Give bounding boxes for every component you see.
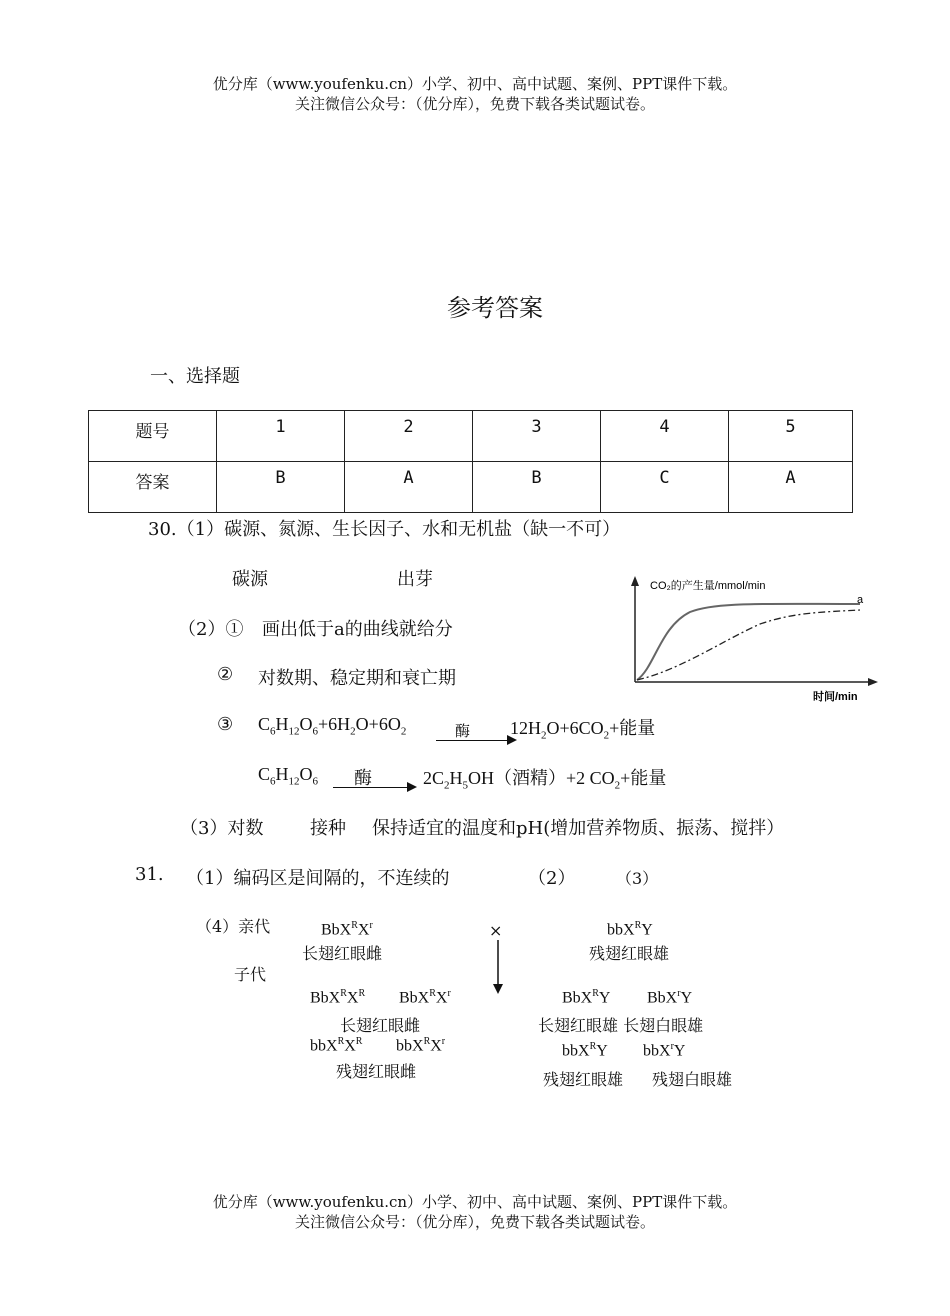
offspring-label: 子代 (234, 965, 267, 984)
energy-text-2: +能量 (620, 768, 667, 788)
x-axis-arrow-icon (868, 678, 878, 686)
chart-y-label: CO₂的产生量/mmol/min (650, 580, 766, 592)
table-cell: 题号 (89, 411, 217, 462)
f1-female-long-phenotype: 长翅红眼雌 (340, 1016, 421, 1035)
f1-genotype: BbX$^r$Y (647, 988, 693, 1007)
q30-circle2-text: 对数期、稳定期和衰亡期 (258, 668, 456, 689)
cross-symbol: × (489, 921, 503, 940)
table-cell: 4 (601, 411, 729, 462)
header-line-2: 关注微信公众号：（优分库），免费下载各类试题试卷。 (294, 95, 655, 113)
enzyme-label-2: 酶 (354, 768, 372, 789)
series-lower-line (637, 610, 860, 680)
q30-part3-c: 保持适宜的温度和pH(增加营养物质、振荡、搅拌） (372, 818, 785, 839)
f1-genotype: $bbX^RX^R$ (310, 1036, 363, 1055)
f1-male-long-phenotype: 长翅红眼雄 长翅白眼雄 (538, 1016, 704, 1035)
table-cell: B (217, 462, 345, 513)
equation-1-left: $C_6H_{12}O_6+6H_2O+6O_2$ (258, 714, 407, 738)
parent-female-genotype: $BbX^RX^r$ (321, 920, 373, 939)
energy-text: +能量 (609, 718, 656, 738)
table-cell: A (345, 462, 473, 513)
table-cell: 3 (473, 411, 601, 462)
table-cell: 1 (217, 411, 345, 462)
table-row (89, 462, 853, 513)
table-cell: 答案 (89, 462, 217, 513)
f1-genotype: $bbX^RX^r$ (396, 1036, 446, 1055)
q30-circle2-label: ② (217, 664, 234, 685)
equation-1-right: $12H_2O+6CO_2+$能量 (510, 718, 656, 742)
q30-part2-text: 画出低于a的曲线就给分 (262, 619, 453, 640)
q30-answer-b: 出芽 (397, 569, 433, 590)
q31-part4-label: （4）亲代 (196, 917, 271, 936)
q31-number: 31. (135, 864, 164, 885)
section-heading: 一、选择题 (150, 366, 240, 387)
table-cell: B (473, 462, 601, 513)
reaction-arrow-icon (333, 787, 408, 788)
f1-genotype: bbX$^R$Y (562, 1041, 608, 1060)
parent-male-genotype: bbX$^R$Y (607, 920, 653, 939)
footer-line-1: 优分库（www.youfenku.cn）小学、初中、高中试题、案例、PPT课件下载。 (212, 1193, 738, 1211)
q31-part2: （2） (528, 868, 576, 889)
table-cell: 2 (345, 411, 473, 462)
equation-2-left: $C_6H_{12}O_6$ (258, 764, 319, 788)
f1-male-short-white-phenotype: 残翅白眼雄 (652, 1070, 733, 1089)
q30-line-1: 30.（1）碳源、氮源、生长因子、水和无机盐（缺一不可） (148, 519, 621, 540)
chart-x-label: 时间/min (813, 691, 858, 703)
f1-female-short-phenotype: 残翅红眼雌 (336, 1062, 417, 1081)
q31-part1: （1）编码区是间隔的，不连续的 (186, 868, 450, 889)
header-line-1: 优分库（www.youfenku.cn）小学、初中、高中试题、案例、PPT课件下载。 (212, 75, 738, 93)
series-a-label: a (857, 594, 864, 606)
f1-genotype: $BbX^RX^R$ (310, 988, 366, 1007)
y-axis-arrow-icon (631, 576, 639, 586)
q31-part3: （3） (616, 869, 659, 888)
f1-genotype: bbX$^r$Y (643, 1041, 686, 1060)
parent-female-phenotype: 长翅红眼雌 (302, 944, 383, 963)
equation-2-right: $2C_2H_5OH$（酒精）+2 $CO_2+$能量 (423, 768, 667, 792)
q30-circle3-label: ③ (217, 714, 234, 735)
answer-table (88, 410, 853, 513)
page-title: 参考答案 (447, 294, 543, 322)
f1-male-short-red-phenotype: 残翅红眼雄 (543, 1070, 624, 1089)
enzyme-label: 酶 (455, 722, 471, 740)
down-arrow-icon (490, 940, 506, 996)
ethanol-text: （酒精）+2 CO (494, 768, 615, 788)
q30-part3-b: 接种 (310, 818, 346, 839)
q30-part2-label: （2）① (178, 619, 244, 640)
footer-line-2: 关注微信公众号：（优分库），免费下载各类试题试卷。 (294, 1213, 655, 1231)
q30-part3-a: （3）对数 (180, 818, 264, 839)
table-cell: A (729, 462, 853, 513)
reaction-arrow-icon (436, 740, 508, 741)
table-row (89, 411, 853, 462)
q30-answer-a: 碳源 (232, 569, 268, 590)
f1-genotype: BbX$^R$Y (562, 988, 611, 1007)
table-cell: C (601, 462, 729, 513)
table-cell: 5 (729, 411, 853, 462)
parent-male-phenotype: 残翅红眼雄 (589, 944, 670, 963)
co2-chart (620, 572, 880, 710)
f1-genotype: $BbX^RX^r$ (399, 988, 451, 1007)
